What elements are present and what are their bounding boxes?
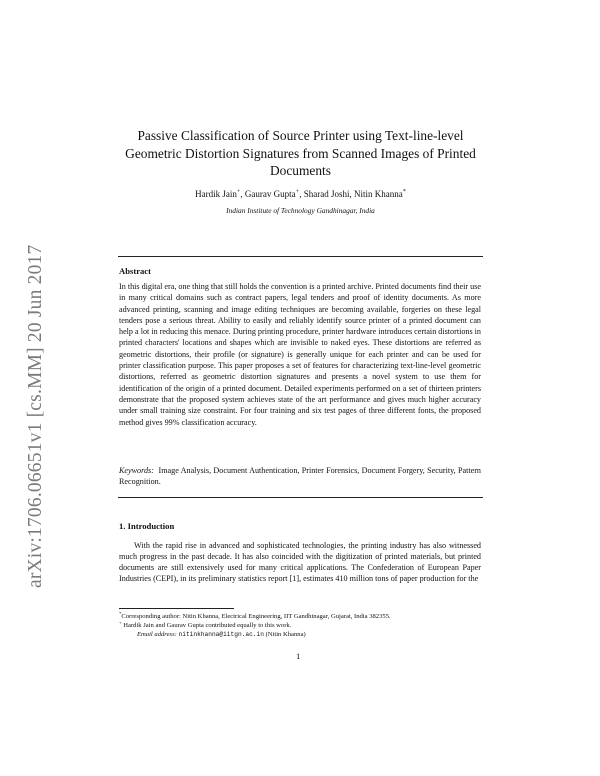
author-name: Hardik Jain: [195, 189, 237, 199]
affiliation: Indian Institute of Technology Gandhinagar, India: [226, 206, 375, 215]
abstract-heading: Abstract: [119, 266, 151, 276]
footnotes: [119, 612, 481, 639]
footnote-equal-text: Hardik Jain and Gaurav Gupta contributed equally to this work.: [123, 622, 292, 629]
email-label: Email address:: [137, 631, 177, 638]
footnote-mark: *: [119, 610, 122, 616]
email-address[interactable]: nitinkhanna@iitgn.ac.in: [178, 631, 264, 638]
paper-title: Passive Classification of Source Printer using Text-line-level Geometric Distortion Signatures from Scanned Images of Printed Documents: [125, 128, 476, 178]
abstract-text: In this digital era, one thing that still holds the convention is a printed archive. Printed documents find their use in many critical domains such as contract papers, legal tenders and proof of identity documents. As more advanced printing, scanning and image editing techniques are becoming available, forgeries on these legal tenders pose a serious threat. Ability to easily and reliably identify source printer of a printed document can help a lot in reducing this menace. During printing procedure, printer hardware introduces certain distortions in printed characters' locations and shapes which are invisible to naked eyes. These distortions are referred as geometric distortions, their profile (or signature) is generally unique for each printer and can be used for printer classification purpose. This paper proposes a set of features for characterizing text-line-level geometric distortions, referred as geometric distortion signatures and presents a novel system to use them for identification of the origin of a printed document. Detailed experiments performed on a set of thirteen printers demonstrate that the proposed system achieves state of the art performance and gives much higher accuracy under small training size constraint. For four training and six test pages of three different fonts, the proposed method gives 99% classification accuracy.: [119, 282, 481, 427]
author-name: Nitin Khanna: [353, 189, 403, 199]
introduction-text: With the rapid rise in advanced and sophisticated technologies, the printing industry has also witnessed much progress in the past decade. It has also coincided with the digitization of printed materials, but printed documents are still extensively used for many critical applications. The Confederation of European Paper Industries (CEPI), in its preliminary statistics report [1], estimates 410 million tons of paper production for the: [119, 541, 481, 584]
footnote-rule: [119, 608, 234, 609]
author-list: Hardik Jain+, Gaurav Gupta+, Sharad Joshi, Nitin Khanna*: [195, 188, 406, 199]
footnote-mark: +: [119, 619, 122, 625]
keywords-text: Image Analysis, Document Authentication, Printer Forensics, Document Forgery, Security, Pattern Recognition.: [119, 466, 481, 487]
page-number: 1: [296, 651, 301, 661]
arxiv-identifier-stamp: arXiv:1706.06651v1 [cs.MM] 20 Jun 2017: [25, 244, 46, 588]
author-mark: +: [236, 188, 241, 195]
keywords: [119, 465, 481, 488]
author-mark: *: [402, 188, 406, 195]
keywords-label: Keywords:: [119, 466, 154, 475]
abstract-top-rule: [118, 256, 483, 257]
footnote-email: [119, 630, 481, 639]
author-name: Sharad Joshi: [303, 189, 350, 199]
author-name: Gaurav Gupta: [244, 189, 296, 199]
footnote-equal: [119, 621, 481, 630]
section-heading: 1. Introduction: [119, 521, 175, 531]
author-mark: +: [295, 188, 300, 195]
footnote-corresponding-text: Corresponding author: Nitin Khanna, Electrical Engineering, IIT Gandhinagar, Gujarat, India 382355.: [121, 613, 391, 620]
abstract-bottom-rule: [118, 497, 483, 498]
footnote-corresponding: [119, 612, 481, 621]
email-owner: (Nitin Khanna): [265, 631, 306, 638]
